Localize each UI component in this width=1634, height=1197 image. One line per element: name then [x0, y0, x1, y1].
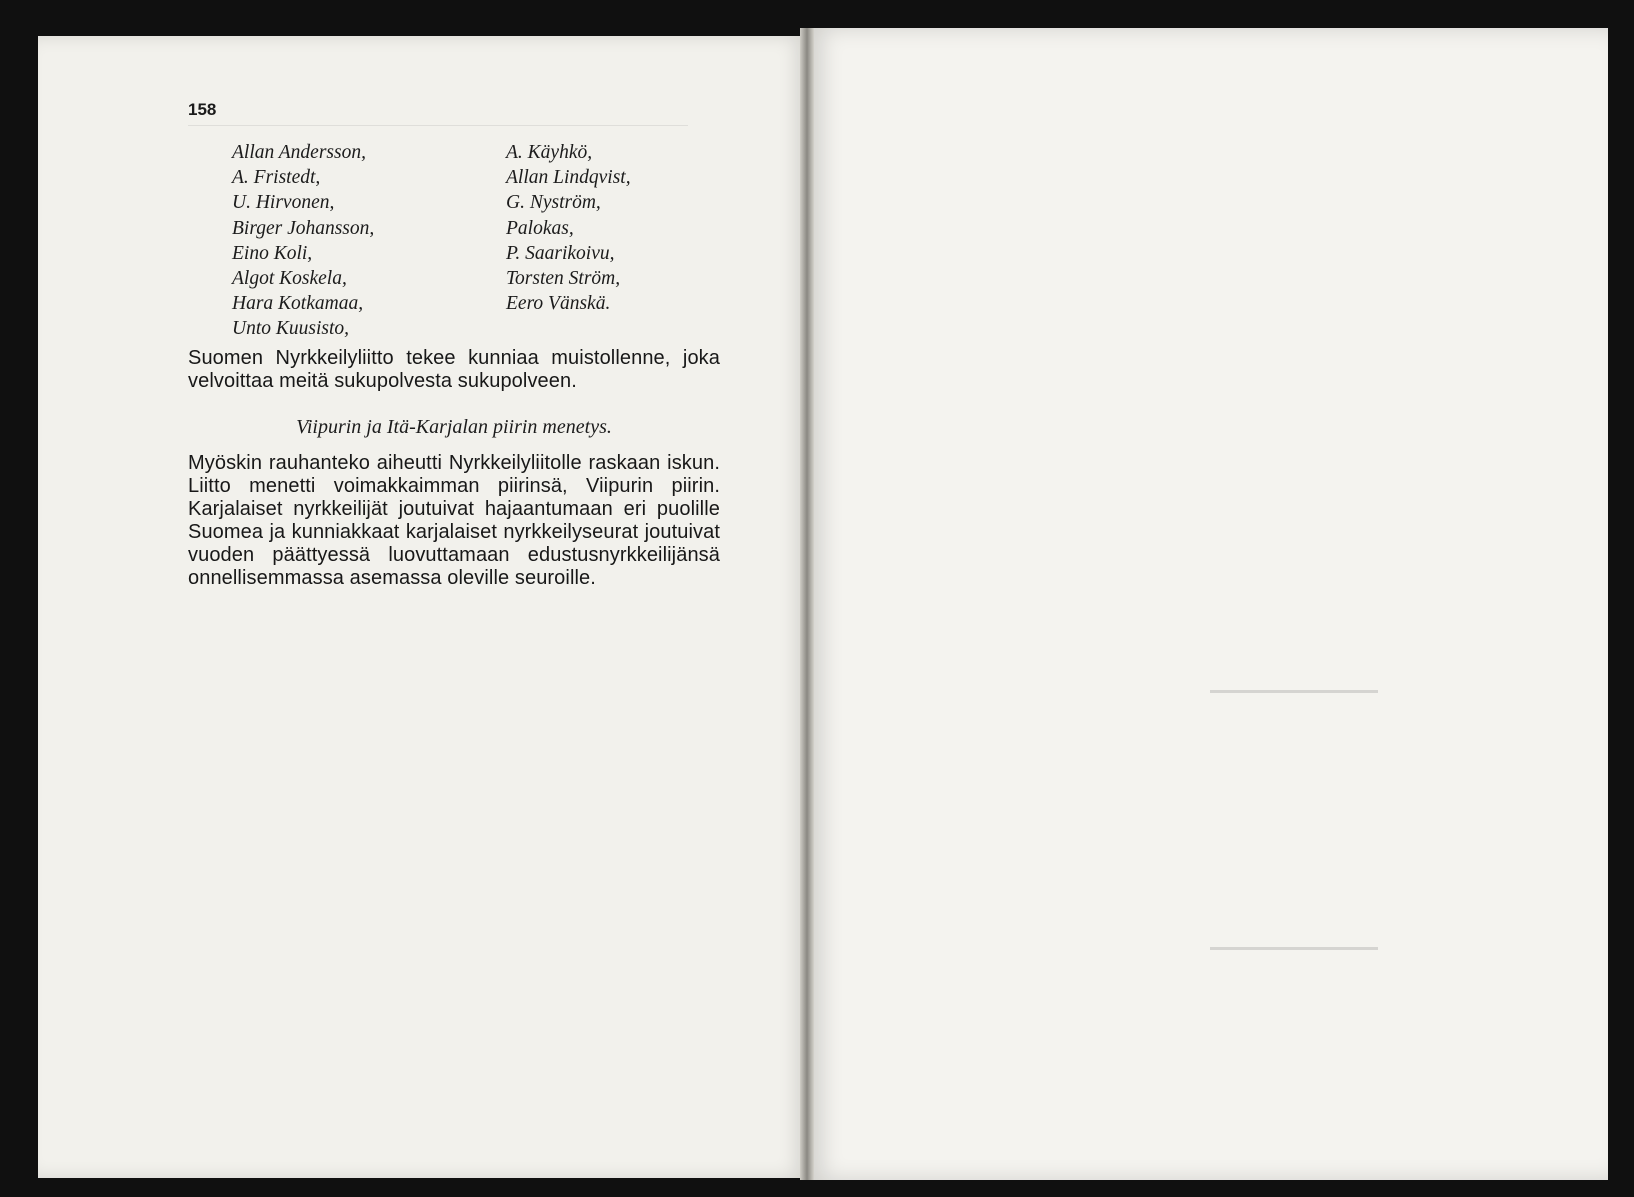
names-column-left [232, 140, 374, 342]
left-page [38, 36, 808, 1178]
right-page-bleed-through [808, 28, 1608, 1180]
name-entry: P. Saarikoivu, [506, 242, 615, 264]
bleed-rule [1210, 690, 1378, 693]
name-entry: Palokas, [506, 217, 574, 239]
name-entry: A. Käyhkö, [506, 142, 593, 163]
name-entry: U. Hirvonen, [232, 192, 335, 214]
name-entry: G. Nyström, [506, 192, 601, 214]
names-column-right [506, 140, 631, 316]
section-paragraph: Myöskin rauhanteko aiheutti Nyrkkeilyliitolle raskaan iskun. Liitto menetti voimakkaimman piirinsä, Viipurin piirin. Karjalaiset nyrkkeilijät joutuivat hajaantumaan eri puolille Suomea ja kunniakkaat karjalaiset nyrkkeilyseurat joutuivat vuoden päättyessä luovuttamaan edustusnyrkkeilijänsä onnellisemmassa asemassa oleville seuroille. [188, 452, 720, 589]
name-entry: Allan Lindqvist, [506, 167, 631, 189]
name-entry: Hara Kotkamaa, [232, 293, 364, 315]
name-entry: Algot Koskela, [232, 267, 347, 289]
name-entry: Birger Johansson, [232, 217, 375, 239]
name-entry: A. Fristedt, [232, 167, 321, 189]
name-entry: Torsten Ström, [506, 267, 621, 289]
tribute-paragraph: Suomen Nyrkkeilyliitto tekee kunniaa muistollenne, joka velvoittaa meitä sukupolvesta sukupolveen. [188, 347, 720, 392]
bleed-rule [1210, 947, 1378, 950]
name-entry: Eero Vänskä. [506, 293, 611, 315]
name-entry: Eino Koli, [232, 242, 313, 264]
name-entry: Allan Andersson, [232, 142, 366, 163]
name-entry: Unto Kuusisto, [232, 318, 350, 340]
book-spine [800, 28, 814, 1180]
section-heading: Viipurin ja Itä-Karjalan piirin menetys. [296, 416, 612, 438]
page-number: 158 [188, 100, 217, 119]
